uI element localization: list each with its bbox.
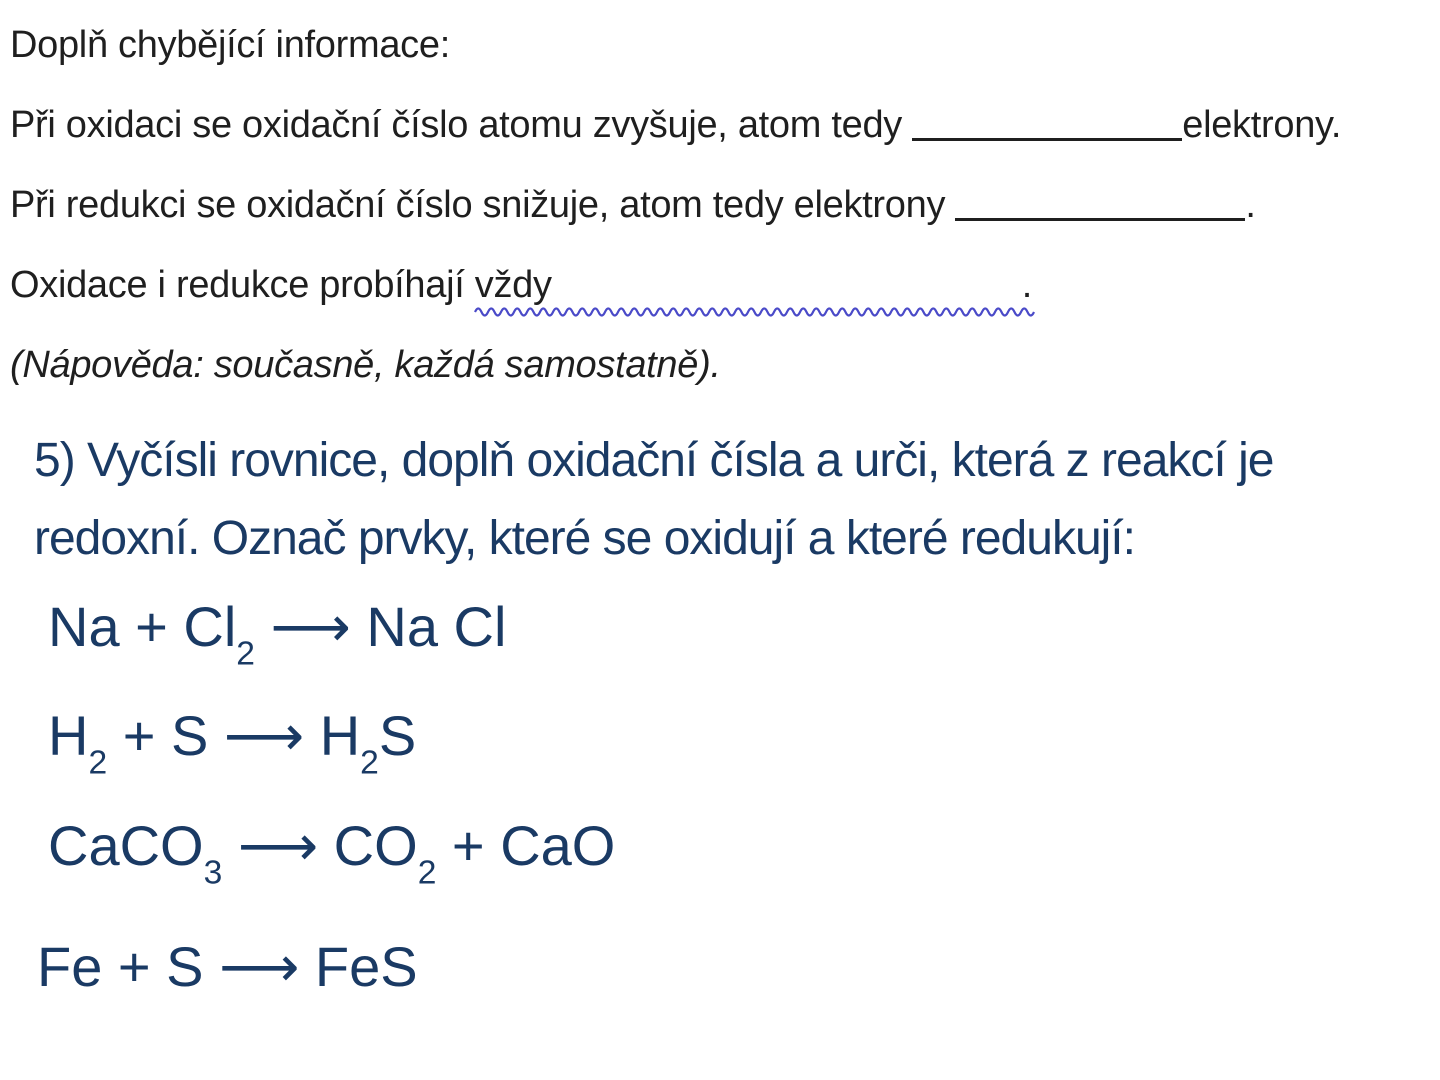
formula-text — [255, 595, 271, 658]
exercise-heading — [34, 422, 1440, 578]
reduction-text-after: . — [1245, 184, 1256, 226]
equation-list — [10, 596, 1440, 999]
reduction-text-before: Při redukci se oxidační číslo snižuje, atom tedy elektrony — [10, 184, 956, 226]
oxidation-blank-underscore — [912, 138, 1182, 141]
formula-text: Na Cl — [350, 595, 507, 658]
wavy-underlined-region — [475, 264, 1032, 306]
instructions-heading — [10, 22, 1440, 68]
reaction-arrow: ⟶ — [237, 813, 319, 879]
subscript: 2 — [360, 744, 379, 782]
reaction-arrow: ⟶ — [270, 595, 351, 660]
exercise-heading-line1: 5) Vyčísli rovnice, doplň oxidační čísla a urči, která z reakcí je — [34, 434, 1274, 487]
subscript: 2 — [88, 744, 108, 782]
always-text-before: Oxidace i redukce probíhají — [10, 264, 475, 306]
formula-text: H — [48, 704, 89, 768]
formula-text: FeS — [299, 935, 418, 999]
oxidation-text-before: Při oxidaci se oxidační číslo atomu zvyšuje, atom tedy — [10, 104, 913, 146]
equation-calcium-carbonate — [48, 815, 1440, 904]
equation-iron-sulfide — [37, 936, 1440, 999]
always-fill-line — [10, 262, 1440, 308]
equation-hydrogen-sulfide — [48, 705, 1440, 794]
formula-text: CO — [318, 813, 418, 877]
reaction-arrow: ⟶ — [219, 935, 300, 1001]
exercise-heading-line2: redoxní. Označ prvky, které se oxidují a které redukují: — [34, 512, 1135, 565]
oxidation-fill-line — [10, 102, 1440, 148]
formula-text: CaCO — [48, 813, 204, 877]
hint-text: (Nápověda: současně, každá samostatně). — [10, 344, 721, 386]
formula-text: H — [304, 704, 361, 768]
formula-text: + S — [107, 704, 224, 768]
instructions-heading-text: Doplň chybějící informace: — [10, 24, 450, 66]
subscript: 2 — [417, 854, 437, 892]
reduction-fill-line — [10, 182, 1440, 228]
formula-text: + CaO — [436, 813, 616, 877]
oxidation-text-after: elektrony. — [1182, 104, 1342, 146]
formula-text: S — [378, 704, 417, 768]
formula-text — [222, 814, 238, 877]
always-end-punctuation: . — [1021, 264, 1032, 306]
wavy-underline-squiggle — [475, 306, 1033, 318]
formula-text: Na + Cl — [48, 595, 237, 658]
equation-sodium-chloride — [48, 596, 1440, 685]
always-underlined-word: vždy — [474, 264, 552, 306]
subscript: 3 — [203, 854, 223, 892]
reduction-blank-underscore — [955, 218, 1245, 221]
formula-text: Fe + S — [37, 935, 220, 999]
reaction-arrow: ⟶ — [223, 704, 305, 770]
subscript: 2 — [236, 635, 255, 673]
hint-line — [10, 342, 1440, 388]
